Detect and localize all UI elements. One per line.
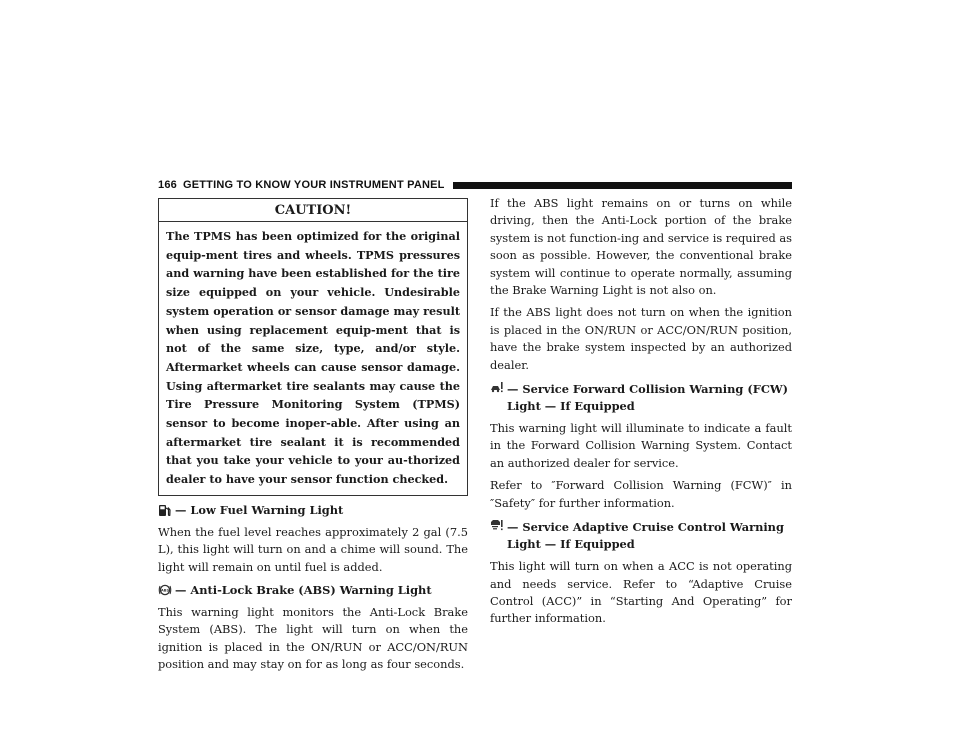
abs-text: This warning light monitors the Anti-Lock Brake System (ABS). The light will turn on when the ignition is placed in the ON/RUN or ACC/ON/RUN position and may stay on for as long as four seconds. [158, 605, 468, 672]
abs-heading-text: — Anti-Lock Brake (ABS) Warning Light [175, 583, 432, 598]
caution-text: The TPMS has been optimized for the original equip-ment tires and wheels. TPMS pressures and warning have been established for the tire size equipped on your vehicle. Undesirable system operation or sensor damage may result when using replacement equip-ment that is not of the same size, type, and/or style. Aftermarket wheels can cause sensor damage. Using aftermarket tire sealants may cause the Tire Pressure Monitoring System (TPMS) sensor to become inoper-able. After using an aftermarket tire sealant it is recommended that you take your vehicle to your au-thorized dealer to have your sensor function checked. [166, 229, 460, 487]
fcw-text-1: This warning light will illuminate to indicate a fault in the Forward Collision Warning System. Contact an authorized dealer for service. [490, 421, 792, 470]
caution-box [158, 198, 468, 496]
abs-icon [158, 583, 172, 597]
fcw-text-2: Refer to ″Forward Collision Warning (FCW)″ in ″Safety″ for further information. [490, 478, 792, 510]
low-fuel-text: When the fuel level reaches approximately 2 gal (7.5 L), this light will turn on and a chime will sound. The light will remain on until fuel is added. [158, 524, 468, 574]
fcw-heading [490, 380, 792, 415]
fcw-heading-line-2: Light — If Equipped [507, 399, 635, 414]
acc-heading [490, 518, 792, 553]
page-header [158, 175, 792, 195]
low-fuel-heading [158, 502, 468, 519]
acc-heading-line-1: — Service Adaptive Cruise Control Warning [507, 520, 784, 535]
fcw-heading-line-1: — Service Forward Collision Warning (FCW) [507, 382, 789, 397]
acc-heading-line-2: Light — If Equipped [507, 537, 635, 552]
abs-paragraph-1: If the ABS light remains on or turns on while driving, then the Anti-Lock portion of the brake system is not function-ing and service is required as soon as possible. However, the conventional brake system will continue to operate normally, assuming the Brake Warning Light is not also on. [490, 196, 792, 298]
fuel-pump-icon [158, 503, 172, 517]
section-title: GETTING TO KNOW YOUR INSTRUMENT PANEL [182, 179, 445, 191]
abs-heading [158, 582, 468, 599]
header-rule [453, 182, 792, 189]
right-column [490, 195, 792, 628]
svg-text:ABS: ABS [160, 588, 170, 593]
forward-collision-warning-icon [490, 381, 504, 395]
abs-paragraph-2: If the ABS light does not turn on when the ignition is placed in the ON/RUN or ACC/ON/RUN position, have the brake system inspected by an authorized dealer. [490, 305, 792, 372]
caution-title: CAUTION! [159, 199, 467, 222]
acc-heading-text [507, 518, 792, 553]
fcw-heading-text [507, 380, 792, 415]
acc-text: This light will turn on when a ACC is not operating and needs service. Refer to “Adaptive Cruise Control (ACC)” in “Starting And Operating” for further information. [490, 559, 792, 626]
low-fuel-heading-text: — Low Fuel Warning Light [175, 502, 344, 517]
page-number: 166 [158, 179, 177, 191]
left-column [158, 198, 468, 674]
adaptive-cruise-control-icon [490, 519, 504, 533]
